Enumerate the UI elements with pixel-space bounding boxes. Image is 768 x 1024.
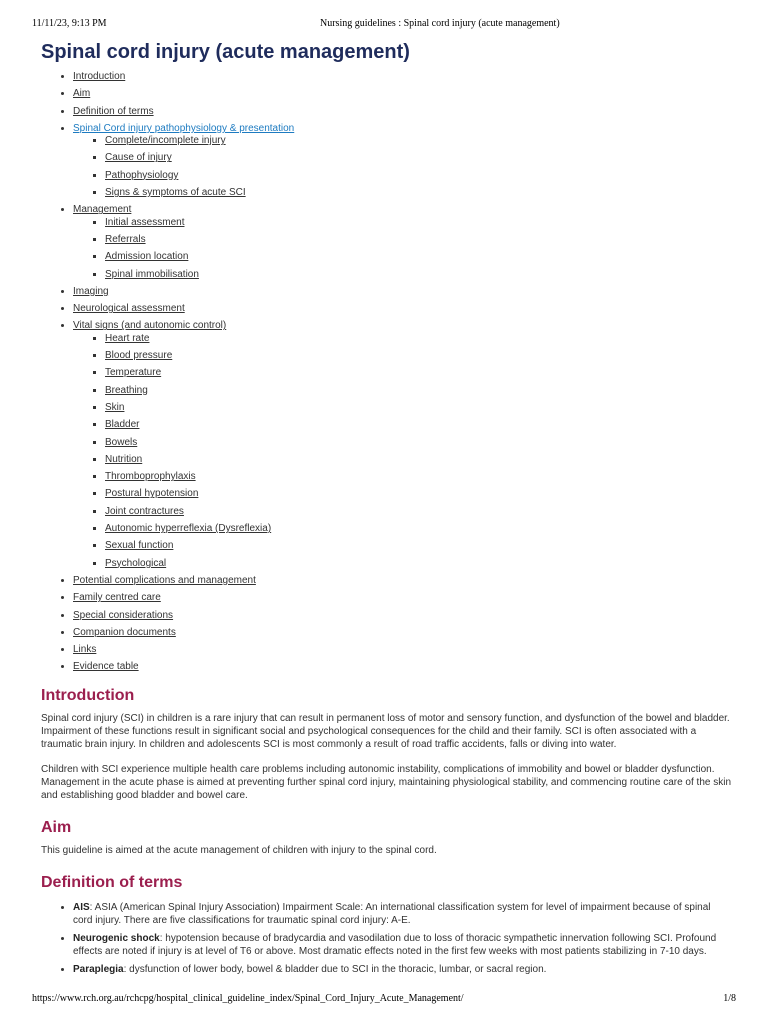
- toc-subitem: [105, 434, 731, 451]
- toc-subitem: [105, 537, 731, 554]
- definition-item: [73, 901, 731, 927]
- toc-item: [73, 641, 731, 658]
- print-date: 11/11/23, 9:13 PM: [32, 18, 107, 29]
- toc-link-evidence-table[interactable]: Evidence table: [73, 661, 139, 673]
- toc-subitem: [105, 149, 731, 166]
- toc-subitem: [105, 132, 731, 149]
- toc-subitem: [105, 231, 731, 248]
- toc-link-nutrition[interactable]: Nutrition: [105, 453, 143, 465]
- toc-link-pathophysiology[interactable]: Pathophysiology: [105, 169, 179, 181]
- toc-item: [73, 624, 731, 641]
- page-number: 1/8: [723, 993, 736, 1004]
- toc-subitem: [105, 503, 731, 520]
- main-content: [41, 40, 731, 981]
- definition-text: : hypotension because of bradycardia and vasodilation due to loss of thoracic sympathetic innervation following SCI. Profound effects are noted if injury is at level of T6 or above. Most dramatic effects noted in the first few weeks with most patients stabilizing in 7-10 days.: [73, 932, 717, 957]
- toc-subitem: [105, 364, 731, 381]
- toc-link-blood-pressure[interactable]: Blood pressure: [105, 350, 173, 362]
- toc-link-neurological-assessment[interactable]: Neurological assessment: [73, 303, 185, 315]
- page-url: https://www.rch.org.au/rchcpg/hospital_clinical_guideline_index/Spinal_Cord_Injury_Acute_Management/: [32, 993, 464, 1004]
- definition-text: : dysfunction of lower body, bowel & bladder due to SCI in the thoracic, lumbar, or sacral region.: [123, 963, 547, 975]
- toc-subitem: [105, 485, 731, 502]
- definition-of-terms-heading: Definition of terms: [41, 873, 183, 891]
- toc-item: [73, 300, 731, 317]
- toc-subitem: [105, 399, 731, 416]
- toc-item: [73, 85, 731, 102]
- toc-link-family-centred-care[interactable]: Family centred care: [73, 592, 161, 604]
- toc-item: [73, 201, 731, 282]
- toc-link-bladder[interactable]: Bladder: [105, 419, 140, 431]
- toc-link-thromboprophylaxis[interactable]: Thromboprophylaxis: [105, 471, 196, 483]
- toc-link-breathing[interactable]: Breathing: [105, 384, 148, 396]
- introduction-paragraph-2: Children with SCI experience multiple health care problems including autonomic instability, complications of immobility and bowel or bladder dysfunction. Management in the acute phase is aimed at preventing further spinal cord injury, maintaining physiological stability, and commencing routine care of the skin and establishing good bladder and bowel care.: [41, 763, 732, 801]
- definition-text: : ASIA (American Spinal Injury Association) Impairment Scale: An international classification system for level of impairment because of spinal cord injury. There are five classifications for traumatic spinal cord injury: A-E.: [73, 901, 711, 926]
- print-footer: [32, 993, 736, 1007]
- toc-link-joint-contractures[interactable]: Joint contractures: [105, 505, 184, 517]
- introduction-paragraph-1: Spinal cord injury (SCI) in children is a rare injury that can result in permanent loss of motor and sensory function, and dysfunction of the bowel and bladder. Impairment of these functions result in significant social and psychological consequences for the child and their family. SCI is often associated with a traumatic brain injury. In children and adolescents SCI is most commonly a result of road traffic accidents, falls or diving into water.: [41, 712, 730, 750]
- toc-link-introduction[interactable]: Introduction: [73, 71, 126, 82]
- toc-sublist: [73, 330, 731, 572]
- toc-item: [73, 607, 731, 624]
- toc-link-referrals[interactable]: Referrals: [105, 233, 146, 245]
- aim-paragraph: This guideline is aimed at the acute management of children with injury to the spinal cord.: [41, 844, 437, 856]
- page-title: Spinal cord injury (acute management): [41, 41, 410, 63]
- toc-link-psychological[interactable]: Psychological: [105, 557, 167, 569]
- toc-subitem: [105, 330, 731, 347]
- definition-term: Neurogenic shock: [73, 932, 160, 944]
- definition-term: AIS: [73, 901, 90, 913]
- toc-item: [73, 120, 731, 201]
- toc-link-special-considerations[interactable]: Special considerations: [73, 609, 174, 621]
- toc-subitem: [105, 416, 731, 433]
- toc-subitem: [105, 468, 731, 485]
- definitions-list: [41, 901, 731, 976]
- definition-item: [73, 963, 731, 976]
- toc-item: [73, 572, 731, 589]
- toc-subitem: [105, 266, 731, 283]
- toc-link-vital-signs[interactable]: Vital signs (and autonomic control): [73, 320, 227, 332]
- toc-link-cause-of-injury[interactable]: Cause of injury: [105, 152, 172, 164]
- toc-link-aim[interactable]: Aim: [73, 88, 91, 100]
- toc-link-bowels[interactable]: Bowels: [105, 436, 138, 448]
- toc-subitem: [105, 347, 731, 364]
- toc-subitem: [105, 167, 731, 184]
- toc-subitem: [105, 451, 731, 468]
- toc-item: [73, 658, 731, 675]
- toc-link-postural-hypotension[interactable]: Postural hypotension: [105, 488, 199, 500]
- toc-item: [73, 68, 731, 85]
- toc-link-links[interactable]: Links: [73, 644, 97, 656]
- toc-subitem: [105, 184, 731, 201]
- toc-link-companion-documents[interactable]: Companion documents: [73, 626, 176, 638]
- toc-link-signs-symptoms[interactable]: Signs & symptoms of acute SCI: [105, 187, 246, 199]
- toc-link-initial-assessment[interactable]: Initial assessment: [105, 216, 185, 228]
- toc-link-temperature[interactable]: Temperature: [105, 367, 162, 379]
- table-of-contents: [41, 68, 731, 676]
- toc-sublist: [73, 214, 731, 283]
- toc-item: [73, 589, 731, 606]
- toc-link-imaging[interactable]: Imaging: [73, 285, 109, 297]
- toc-subitem: [105, 555, 731, 572]
- toc-item: [73, 317, 731, 571]
- toc-link-complete-incomplete-injury[interactable]: Complete/incomplete injury: [105, 135, 226, 147]
- toc-subitem: [105, 520, 731, 537]
- toc-link-spinal-immobilisation[interactable]: Spinal immobilisation: [105, 268, 199, 280]
- definition-item: [73, 932, 731, 958]
- toc-link-autonomic-hyperreflexia[interactable]: Autonomic hyperreflexia (Dysreflexia): [105, 523, 272, 535]
- toc-link-sexual-function[interactable]: Sexual function: [105, 540, 174, 552]
- toc-link-management[interactable]: Management: [73, 204, 132, 216]
- toc-subitem: [105, 382, 731, 399]
- toc-link-potential-complications[interactable]: Potential complications and management: [73, 574, 256, 586]
- toc-sublist: [73, 132, 731, 201]
- toc-item: [73, 283, 731, 300]
- toc-link-heart-rate[interactable]: Heart rate: [105, 332, 150, 344]
- introduction-heading: Introduction: [41, 686, 135, 704]
- toc-link-admission-location[interactable]: Admission location: [105, 251, 189, 263]
- print-page-title: Nursing guidelines : Spinal cord injury (acute management): [320, 18, 560, 29]
- definition-term: Paraplegia: [73, 963, 124, 975]
- toc-link-definition-of-terms[interactable]: Definition of terms: [73, 105, 154, 117]
- toc-link-pathophysiology-presentation[interactable]: Spinal Cord injury pathophysiology & presentation: [73, 122, 295, 134]
- toc-item: [73, 103, 731, 120]
- toc-subitem: [105, 214, 731, 231]
- print-header: [32, 18, 736, 32]
- toc-subitem: [105, 248, 731, 265]
- toc-link-skin[interactable]: Skin: [105, 401, 125, 413]
- aim-heading: Aim: [41, 818, 72, 836]
